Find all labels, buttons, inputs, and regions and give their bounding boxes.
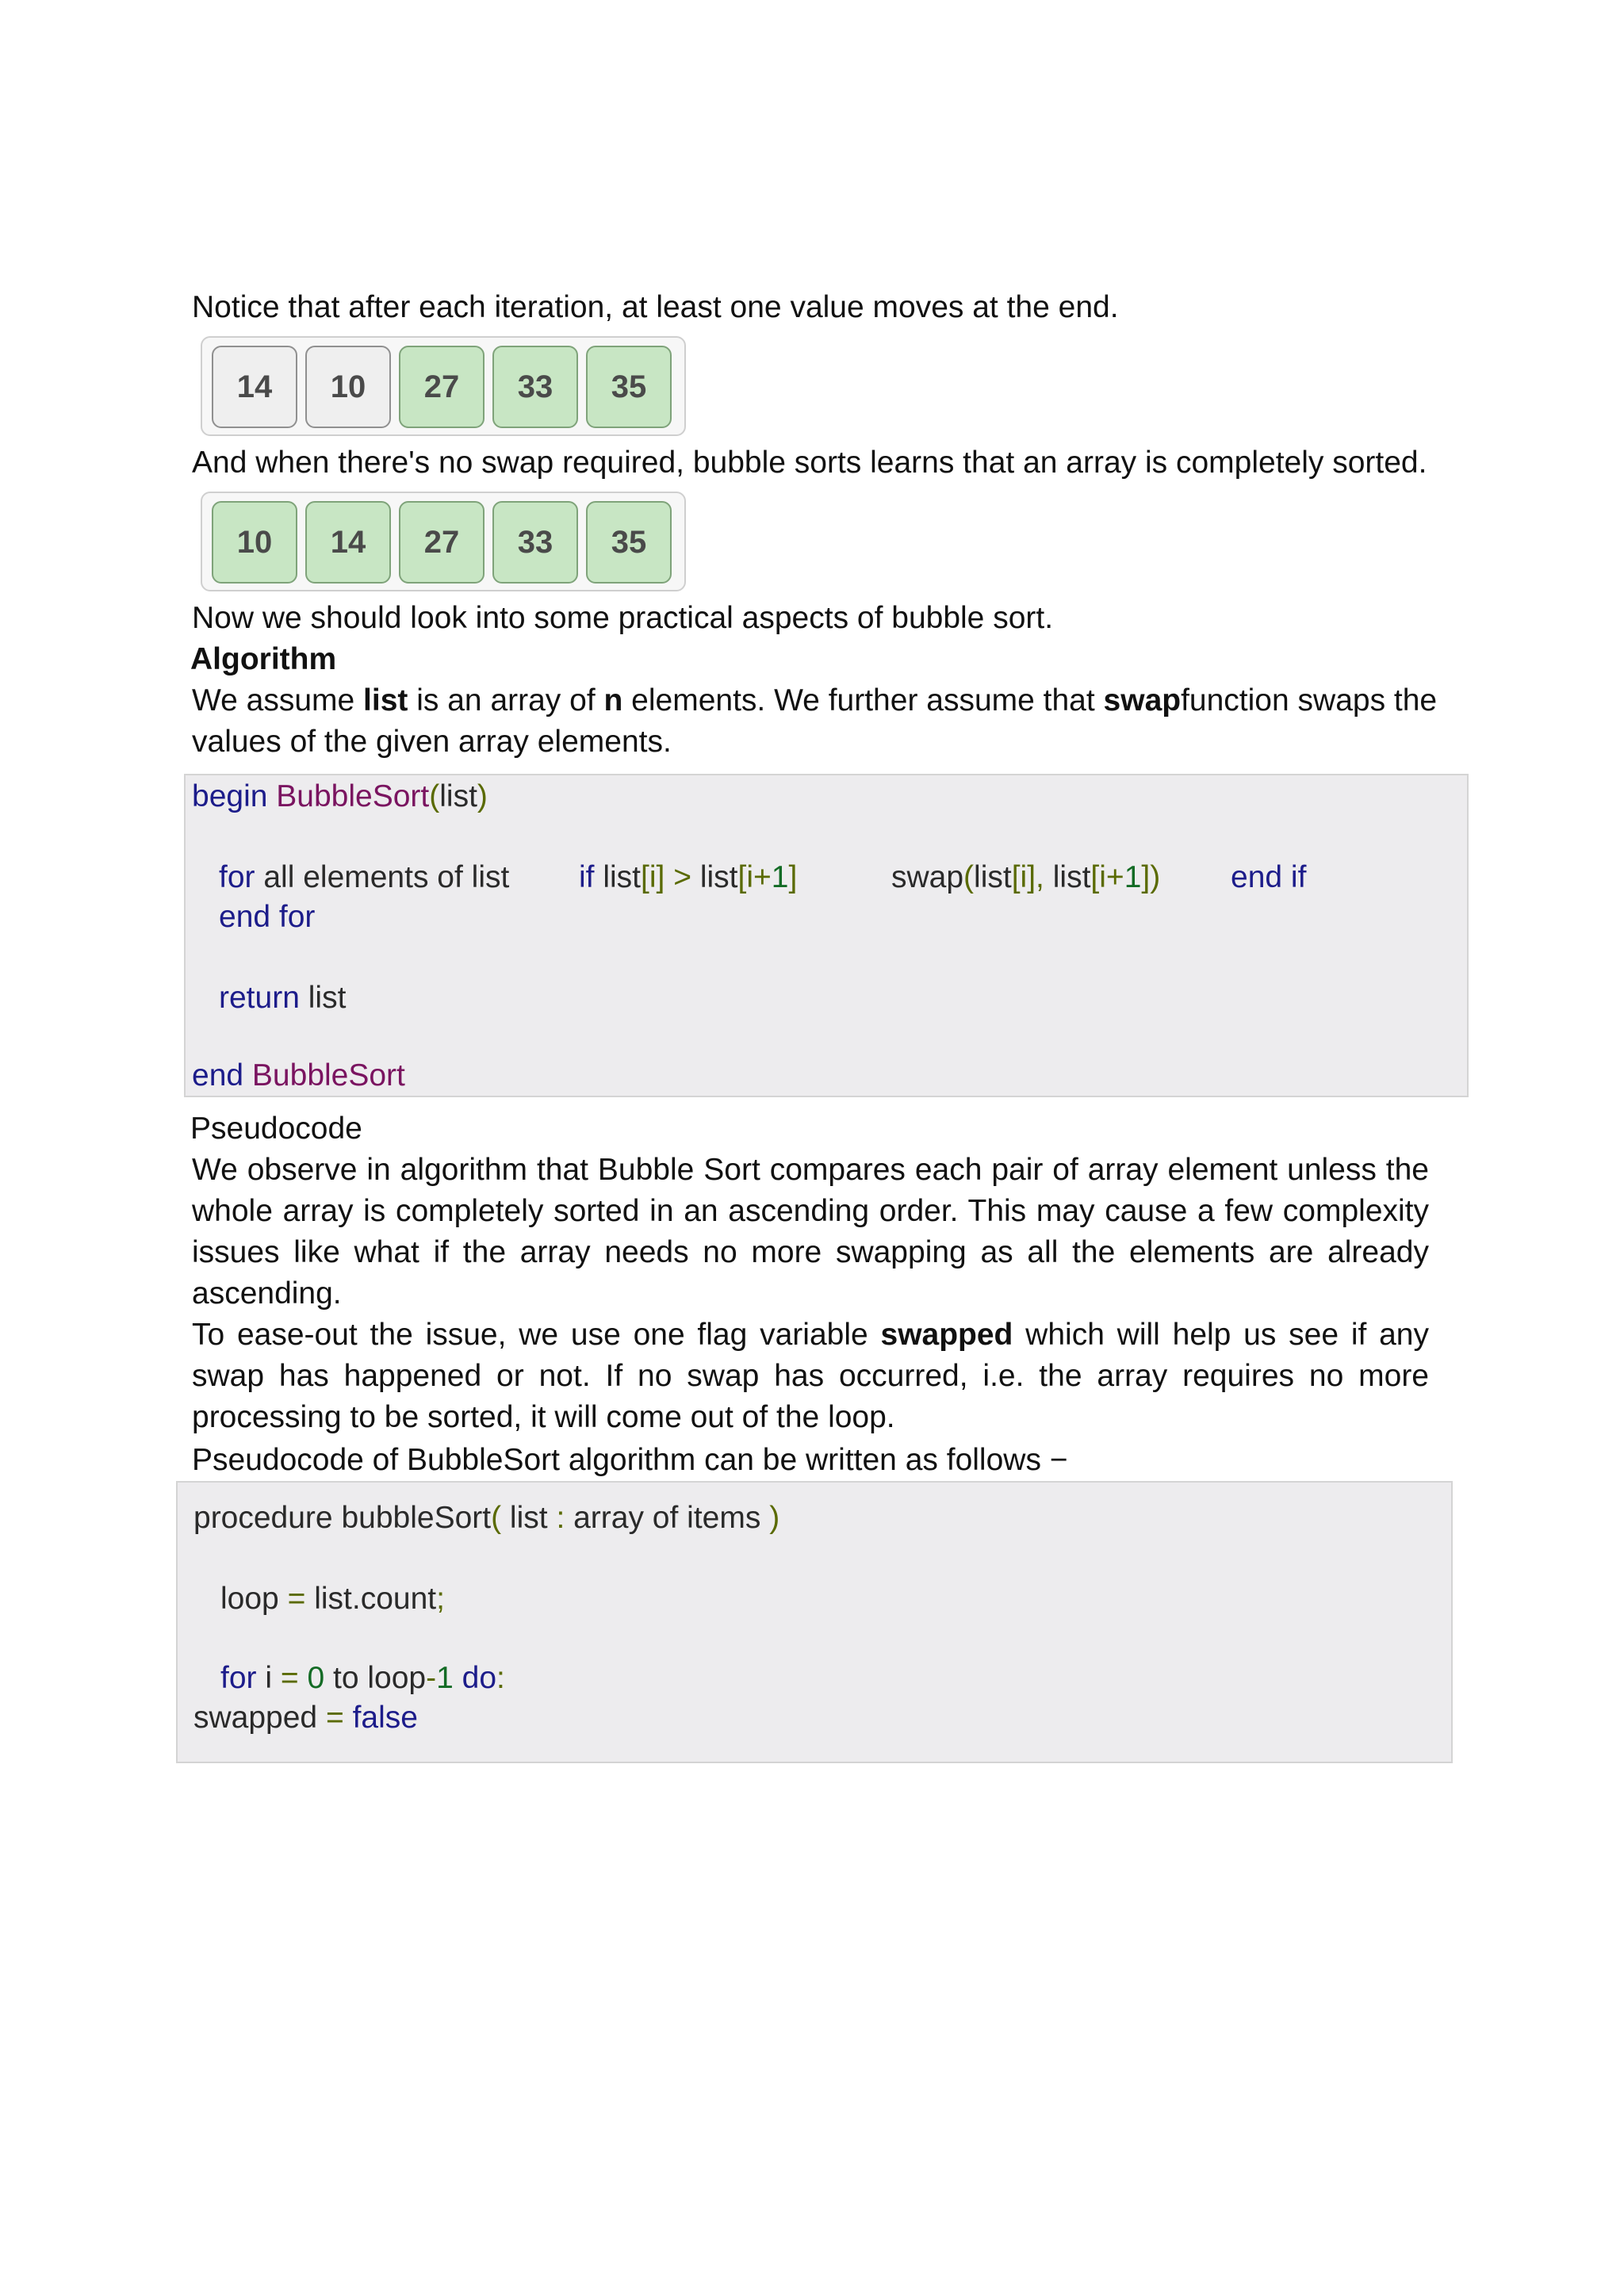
algorithm-paragraph-line1	[192, 680, 1437, 721]
punct: :	[556, 1501, 565, 1535]
text-run: To ease-out the issue, we use one flag variable	[192, 1318, 881, 1352]
identifier: swap	[891, 860, 964, 894]
array-cell: 33	[492, 501, 578, 584]
identifier: all elements of list	[263, 860, 510, 894]
array-cell: 35	[586, 346, 672, 428]
array-cell: 27	[399, 346, 485, 428]
bold-term-list: list	[363, 683, 408, 718]
code-line-return	[219, 978, 346, 1018]
identifier: list	[439, 779, 477, 813]
keyword: for	[220, 1661, 257, 1695]
punct: (	[491, 1501, 502, 1535]
number: 0	[298, 1661, 325, 1695]
code-block-pseudocode	[176, 1481, 1453, 1763]
code-line-endfor: end for	[219, 900, 316, 934]
code-line-begin	[192, 777, 488, 817]
array-cells	[212, 501, 672, 584]
punct: ;	[436, 1582, 445, 1616]
operator: =	[287, 1582, 306, 1616]
punct: ])	[1141, 860, 1161, 894]
identifier: array of items	[565, 1501, 770, 1535]
identifier: loop	[220, 1582, 288, 1616]
function-name: BubbleSort	[251, 1058, 405, 1093]
code-line-for	[220, 1659, 505, 1698]
number: 1	[1124, 860, 1142, 894]
keyword: false	[343, 1701, 418, 1735]
punct: [i	[737, 860, 753, 894]
code-line-for	[219, 858, 509, 897]
array-cell: 35	[586, 501, 672, 584]
punct: )	[477, 779, 488, 813]
code-line-loop	[220, 1579, 445, 1619]
punct: [i]	[641, 860, 665, 894]
pseudocode-paragraph-1: We observe in algorithm that Bubble Sort compares each pair of array element unless the whole array is completely sorted in an ascending order. This may cause a few complexity issues like what if the array needs no more swapping as all the elements are already ascending.	[192, 1153, 1429, 1311]
operator: +	[753, 860, 772, 894]
code-line-swapped	[193, 1698, 418, 1738]
bold-term-n: n	[603, 683, 623, 718]
code-fragment-swap	[891, 858, 1160, 897]
array-cell: 10	[305, 346, 391, 428]
punct: (	[429, 779, 440, 813]
punct: :	[496, 1661, 505, 1695]
identifier: list	[699, 860, 738, 894]
code-block-bubblesort	[184, 774, 1469, 1097]
operator: +	[1105, 860, 1124, 894]
number: 1	[771, 860, 789, 894]
identifier: to loop	[324, 1661, 427, 1695]
identifier: swapped	[193, 1701, 326, 1735]
identifier: list	[603, 860, 642, 894]
array-diagram-sorted	[201, 492, 686, 591]
text-run: We assume	[192, 683, 364, 718]
operator: =	[280, 1661, 299, 1695]
keyword: if	[579, 860, 595, 894]
punct: )	[769, 1501, 780, 1535]
identifier: list	[974, 860, 1012, 894]
algorithm-heading: Algorithm	[190, 642, 337, 676]
array-cell: 33	[492, 346, 578, 428]
pseudocode-intro: Pseudocode of BubbleSort algorithm can be written as follows −	[192, 1443, 1068, 1477]
punct: (	[963, 860, 975, 894]
keyword: return	[219, 981, 300, 1015]
code-line-procedure	[193, 1498, 779, 1538]
punct: ]	[788, 860, 798, 894]
array-diagram-iteration	[201, 336, 686, 436]
text-run: which will help us see if any swap has happened or not. If no swap has occurred, i.e. the array requires no more processing to be sorted, it will come out of the loop.	[192, 1318, 1430, 1434]
identifier: list	[308, 981, 347, 1015]
punct: [i],	[1011, 860, 1044, 894]
notice-text: Notice that after each iteration, at least one value moves at the end.	[192, 290, 1119, 324]
code-line-end	[192, 1056, 405, 1096]
array-cell: 14	[305, 501, 391, 584]
keyword: end	[192, 1058, 244, 1093]
noswap-text: And when there's no swap required, bubble sorts learns that an array is completely sorted.	[192, 446, 1427, 480]
array-cells	[212, 346, 672, 428]
algorithm-paragraph-line2: values of the given array elements.	[192, 725, 672, 759]
operator: -	[426, 1661, 437, 1695]
keyword: for	[219, 860, 255, 894]
identifier: i	[256, 1661, 281, 1695]
practical-text: Now we should look into some practical aspects of bubble sort.	[192, 601, 1054, 635]
array-cell: 10	[212, 501, 297, 584]
identifier: list	[1052, 860, 1091, 894]
identifier: procedure bubbleSort	[193, 1501, 492, 1535]
text-run: elements. We further assume that	[622, 683, 1104, 718]
operator: =	[325, 1701, 344, 1735]
array-cell: 27	[399, 501, 485, 584]
punct: [i	[1090, 860, 1106, 894]
text-run: is an array of	[408, 683, 604, 718]
pseudocode-label: Pseudocode	[190, 1112, 362, 1146]
text-run: function swaps the	[1181, 683, 1438, 718]
function-name: BubbleSort	[276, 779, 430, 813]
array-cell: 14	[212, 346, 297, 428]
bold-term-swap: swap	[1103, 683, 1182, 718]
keyword: do	[453, 1661, 497, 1695]
identifier: list.count	[305, 1582, 437, 1616]
identifier: list	[501, 1501, 557, 1535]
code-fragment-endif: end if	[1231, 860, 1307, 894]
pseudocode-paragraph-2	[192, 1314, 1429, 1438]
bold-term-swapped: swapped	[880, 1318, 1013, 1352]
number: 1	[436, 1661, 454, 1695]
code-fragment-if	[579, 858, 797, 897]
keyword: begin	[192, 779, 268, 813]
operator: >	[673, 860, 691, 894]
